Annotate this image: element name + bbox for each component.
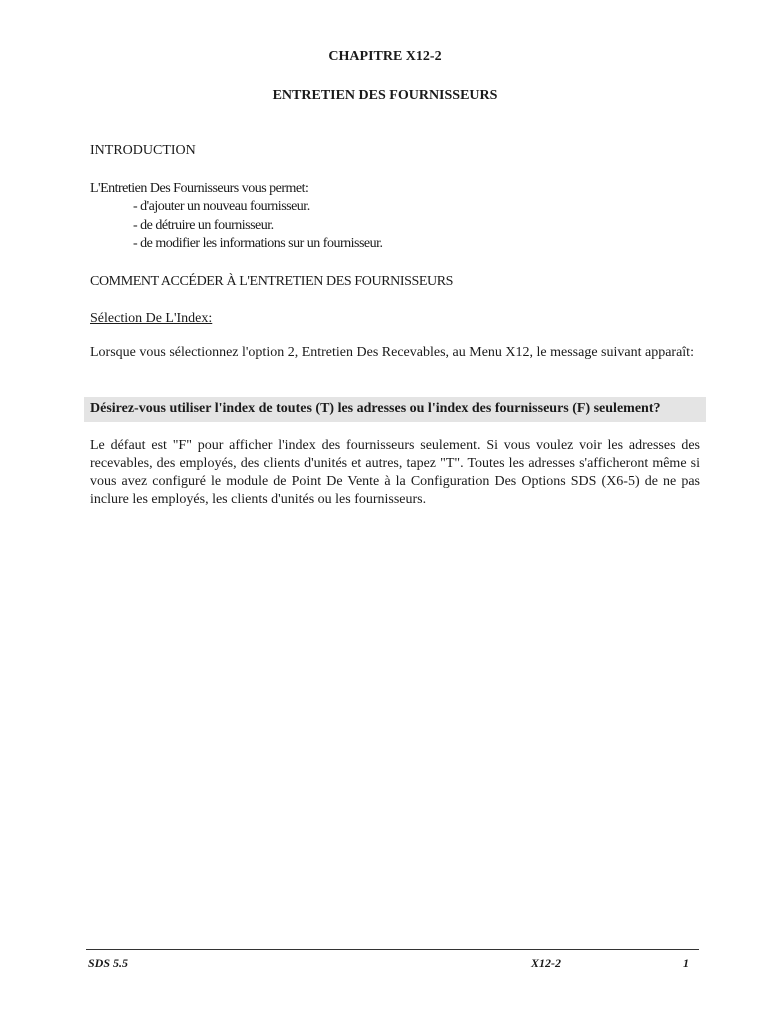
feature-list bbox=[133, 198, 383, 254]
chapter-title: ENTRETIEN DES FOURNISSEURS bbox=[272, 88, 498, 103]
list-item: - de détruire un fournisseur. bbox=[133, 217, 274, 233]
footer-product-version: SDS 5.5 bbox=[88, 956, 129, 970]
footer-page-number: 1 bbox=[683, 956, 689, 970]
footer-divider bbox=[86, 949, 699, 950]
list-item: - de modifier les informations sur un fournisseur. bbox=[133, 236, 383, 251]
access-heading: COMMENT ACCÉDER À L'ENTRETIEN DES FOURNISSEURS bbox=[90, 274, 454, 289]
footer-section-code: X12-2 bbox=[531, 956, 561, 970]
default-explanation-paragraph: Le défaut est "F" pour afficher l'index des fournisseurs seulement. Si vous voulez voir les adresses des recevables, des employés, des clients d'unités et autres, tapez "T". Toutes les adresses s'afficheront même si vous avez configuré le module de Point De Vente à la Configuration Des Options SDS (X6-5) de ne pas inclure les employés, les clients d'unités ou les fournisseurs. bbox=[90, 438, 700, 507]
system-prompt-message: Désirez-vous utiliser l'index de toutes (T) les adresses ou l'index des fournisseurs (F) seulement? bbox=[90, 401, 661, 416]
chapter-number: CHAPITRE X12-2 bbox=[328, 49, 442, 64]
option-paragraph: Lorsque vous sélectionnez l'option 2, Entretien Des Recevables, au Menu X12, le message suivant apparaît: bbox=[90, 345, 694, 360]
introduction-lead: L'Entretien Des Fournisseurs vous permet: bbox=[90, 181, 309, 196]
index-selection-subheading: Sélection De L'Index: bbox=[90, 311, 213, 326]
list-item: - d'ajouter un nouveau fournisseur. bbox=[133, 199, 310, 214]
introduction-heading: INTRODUCTION bbox=[90, 143, 196, 158]
